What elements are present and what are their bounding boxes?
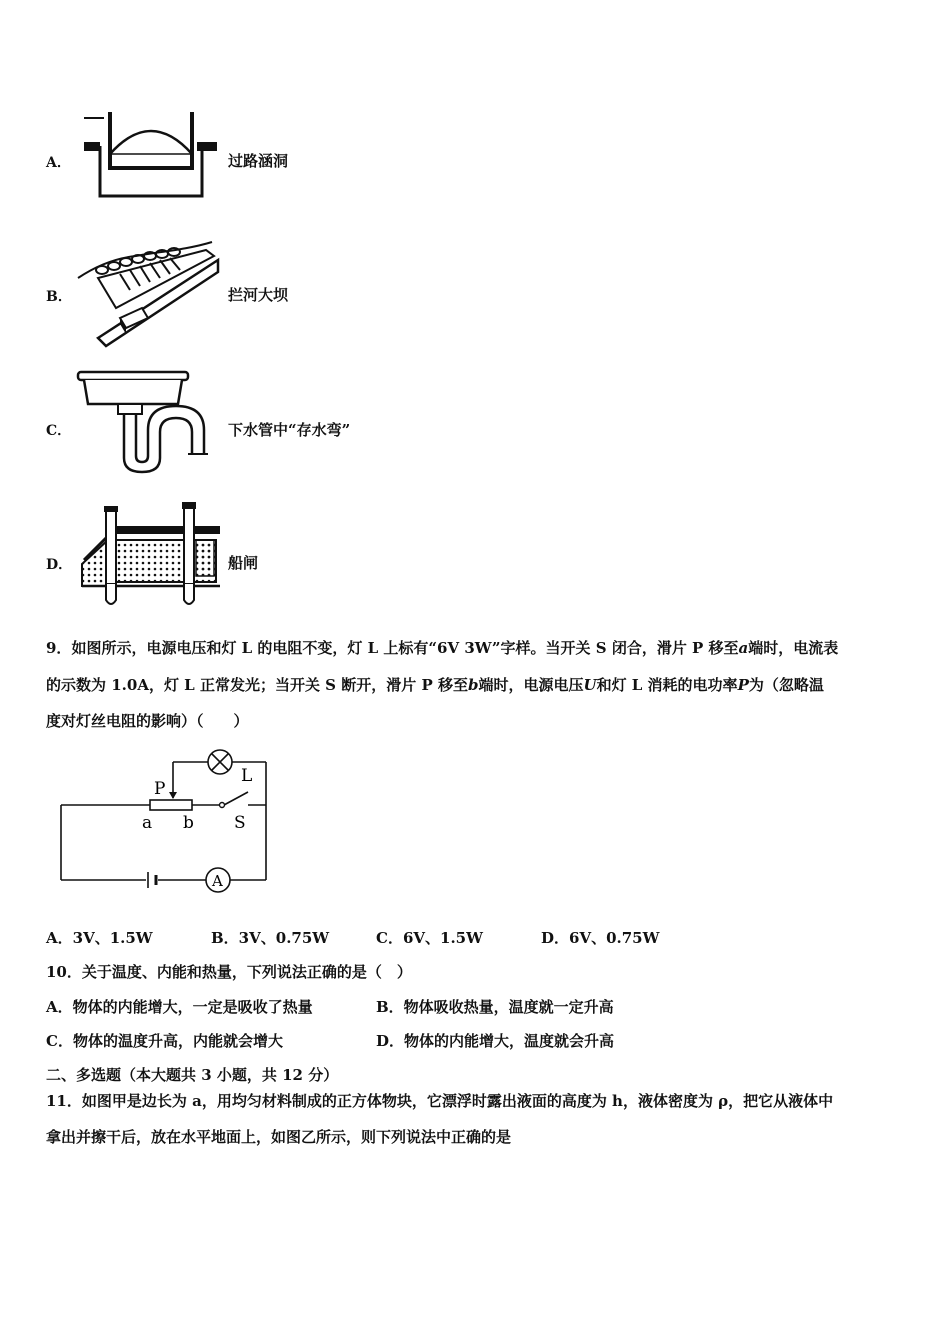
q11-stem-line1: 11．如图甲是边长为 a，用均匀材料制成的正方体物块，它漂浮时露出液面的高度为 h，液体密度为 ρ，把它从液体中 <box>46 1092 834 1110</box>
option-b-letter: B． <box>46 289 72 305</box>
q9-stem-line1: 9．如图所示，电源电压和灯 L 的电阻不变，灯 L 上标有“6V 3W”字样。当开关 S 闭合，滑片 P 移至a端时，电流表 <box>46 639 839 657</box>
q10-option-d[interactable]: D．物体的内能增大，温度就会升高 <box>376 1032 615 1050</box>
ammeter-label: A <box>212 872 223 890</box>
culvert-figure <box>82 110 222 202</box>
dam-figure <box>76 238 221 350</box>
slider-arrow <box>169 792 177 799</box>
q9-stem-line3: 度对灯丝电阻的影响）（ ） <box>46 712 249 730</box>
q9-option-a[interactable]: A．3V、1.5W <box>46 929 153 947</box>
q10-option-b[interactable]: B．物体吸收热量，温度就一定升高 <box>376 998 614 1016</box>
end-b-label: b <box>183 813 194 833</box>
option-d-letter: D． <box>46 557 73 573</box>
q9-number: 9． <box>46 639 72 657</box>
lamp-label: L <box>241 766 253 786</box>
rheostat <box>150 800 192 810</box>
option-b-caption: 拦河大坝 <box>228 286 289 304</box>
q10-option-a[interactable]: A．物体的内能增大，一定是吸收了热量 <box>46 998 313 1016</box>
option-a-caption: 过路涵洞 <box>228 152 289 170</box>
q9-stem-line2: 的示数为 1.0A，灯 L 正常发光；当开关 S 断开，滑片 P 移至b端时，电源电压U和灯 L 消耗的电功率P为（忽略温 <box>46 676 824 694</box>
ship-lock-figure <box>80 500 222 612</box>
q9-option-b[interactable]: B．3V、0.75W <box>211 929 330 947</box>
circuit-diagram <box>58 748 273 888</box>
q9-option-d[interactable]: D．6V、0.75W <box>541 929 660 947</box>
option-c-letter: C． <box>46 423 72 439</box>
option-a-letter: A． <box>46 155 71 171</box>
q11-stem-line2: 拿出并擦干后，放在水平地面上，如图乙所示，则下列说法中正确的是 <box>46 1128 512 1146</box>
q10-option-c[interactable]: C．物体的温度升高，内能就会增大 <box>46 1032 283 1050</box>
switch-label: S <box>234 813 246 833</box>
q10-stem: 10．关于温度、内能和热量，下列说法正确的是（ ） <box>46 963 412 981</box>
option-c-caption: 下水管中“存水弯” <box>228 421 351 439</box>
option-d-caption: 船闸 <box>228 554 259 572</box>
slider-label: P <box>154 779 166 799</box>
q9-option-c[interactable]: C．6V、1.5W <box>376 929 483 947</box>
drain-trap-figure <box>76 370 226 478</box>
section-heading: 二、多选题（本大题共 3 小题，共 12 分） <box>46 1066 339 1084</box>
end-a-label: a <box>142 813 153 833</box>
